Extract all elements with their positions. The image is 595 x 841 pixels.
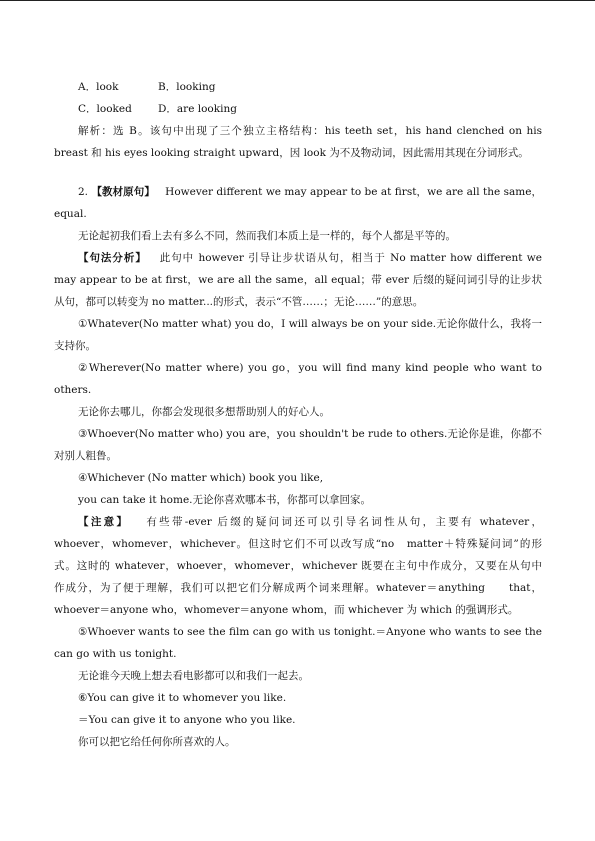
explanation-line-2: breast 和 his eyes looking straight upward，因 look 为不及物动词，因此需用其现在分词形式。 [54,147,529,159]
example-5-line-1: ⑤Whoever wants to see the film can go with us tonight.＝Anyone who wants to see the [78,626,542,638]
item2-line-1 [54,181,542,203]
example-6-translation: 你可以把它给任何你所喜欢的人。 [78,736,236,748]
section-gap [54,164,542,181]
note-line-3: 式。这时的 whatever，whoever，whomever，whichever 既要在主句中作成分，又要在从句中 [54,560,542,572]
option-c: C．looked [78,103,132,115]
note-line-1: 【注意】 有些带-ever 后缀的疑问词还可以引导名词性从句，主要有 whatever， [78,516,542,528]
example-1-line-2: 支持你。 [54,340,96,352]
analysis-line-2: may appear to be at first，we are all the same，all equal；带 ever 后缀的疑问词引导的让步状 [54,274,542,286]
example-1-line-1: ①Whatever(No matter what) you do，I will always be on your side.无论你做什么，我将一 [78,318,542,330]
textbook-sentence-tag: 【教材原句】 [91,186,155,198]
options-row-2 [54,98,542,120]
analysis-line-3: 从句，都可以转变为 no matter...的形式，表示“不管……；无论……”的意思。 [54,296,424,308]
option-b: B．looking [158,81,216,93]
example-6-line-2: ＝You can give it to anyone who you like. [78,714,296,726]
item-number: 2. [78,186,89,198]
item2-line-2: equal. [54,208,87,220]
example-5-line-2: can go with us tonight. [54,648,177,660]
example-3-line-1: ③Whoever(No matter who) you are，you shouldn't be rude to others.无论你是谁，你都不 [78,428,542,440]
note-line-2: whoever，whomever，whichever。但这时它们不可以改写成“no matter＋特殊疑问词”的形 [54,538,542,550]
options-row-1 [54,76,542,98]
note-line-4: 作成分，为了便于理解，我们可以把它们分解成两个词来理解。whatever＝anything that， [54,582,542,594]
example-2-line-2: others. [54,384,92,396]
example-2-line-1: ②Wherever(No matter where) you go，you will find many kind people who want to [78,362,542,374]
note-line-5: whoever＝anyone who，whomever＝anyone whom，而 whichever 为 which 的强调形式。 [54,604,519,616]
page-content [54,76,542,753]
item2-translation: 无论起初我们看上去有多么不同，然而我们本质上是一样的，每个人都是平等的。 [78,230,456,242]
option-a: A．look [78,81,119,93]
example-4-line-1: ④Whichever (No matter which) book you like, [78,472,324,484]
example-2-translation: 无论你去哪儿，你都会发现很多想帮助别人的好心人。 [78,406,330,418]
example-3-line-2: 对别人粗鲁。 [54,450,117,462]
option-d: D．are looking [158,103,237,115]
note-tag: 【注意】 [78,516,130,528]
analysis-line-1: 【句法分析】 此句中 however 引导让步状语从句，相当于 No matter how different we [78,252,542,264]
textbook-sentence: However different we may appear to be at first，we are all the same， [165,186,542,198]
example-5-translation: 无论谁今天晚上想去看电影都可以和我们一起去。 [78,670,309,682]
example-4-line-2: you can take it home.无论你喜欢哪本书，你都可以拿回家。 [78,494,371,506]
top-rule [0,0,595,1]
syntax-analysis-tag: 【句法分析】 [78,252,147,264]
explanation-line-1: 解析：选 B。该句中出现了三个独立主格结构：his teeth set，his hand clenched on his [78,125,542,137]
example-6-line-1: ⑥You can give it to whomever you like. [78,692,287,704]
